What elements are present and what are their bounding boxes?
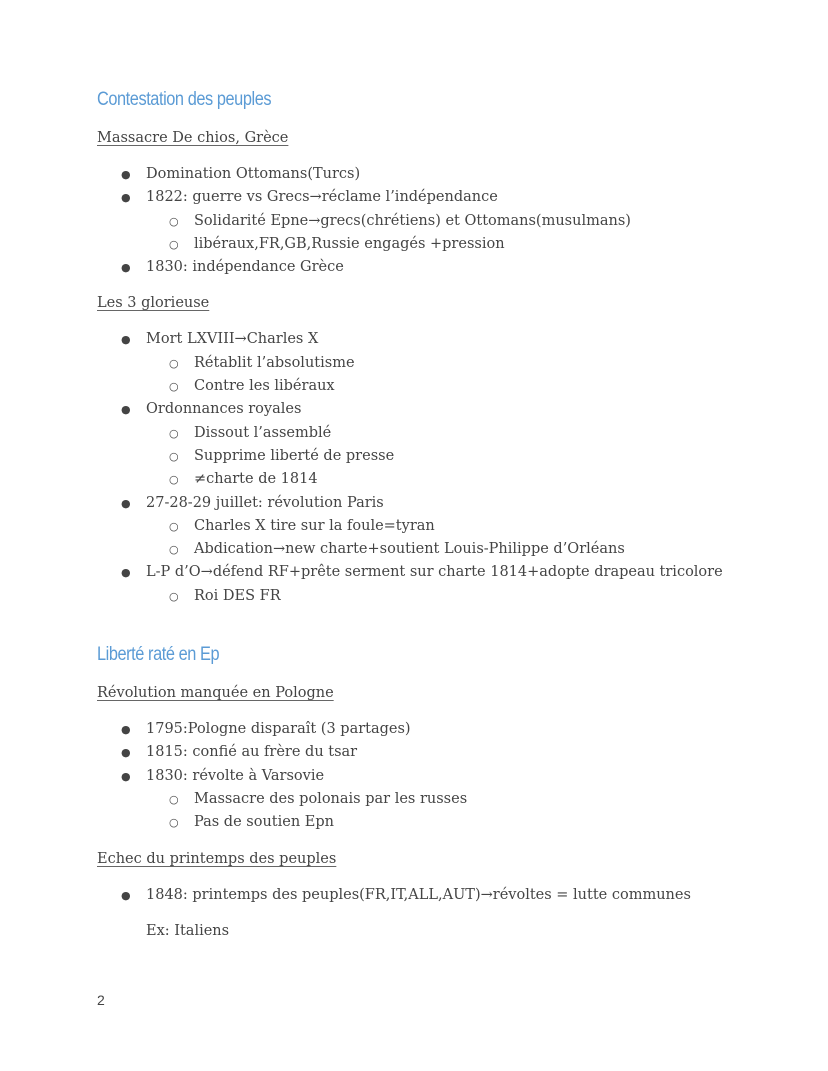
list-3-glorieuses — [97, 328, 797, 608]
list-printemps — [97, 884, 797, 907]
page-number: 2 — [97, 992, 105, 1008]
bullet-icon: ● — [121, 496, 131, 510]
circle-bullet-icon: ○ — [169, 214, 179, 228]
list-item: ● 1830: indépendance Grèce — [97, 256, 797, 279]
bullet-icon: ● — [121, 403, 131, 417]
bullet-icon: ● — [121, 566, 131, 580]
list-item: ○ Abdication→new charte+soutient Louis-Philippe d’Orléans — [97, 538, 797, 561]
list-item: ● 1795:Pologne disparaît (3 partages) — [97, 718, 797, 741]
list-item: ● L-P d’O→défend RF+prête serment sur charte 1814+adopte drapeau tricolore — [97, 561, 797, 584]
list-item: ○ Supprime liberté de presse — [97, 445, 797, 468]
circle-bullet-icon: ○ — [169, 237, 179, 251]
bullet-icon: ● — [121, 333, 131, 347]
list-item: ○ Rétablit l’absolutisme — [97, 352, 797, 375]
bullet-icon: ● — [121, 191, 131, 205]
section-heading-contestation: Contestation des peuples — [97, 89, 272, 110]
list-item: ○ Roi DES FR — [97, 585, 797, 608]
circle-bullet-icon: ○ — [169, 473, 179, 487]
subheading-chios: Massacre De chios, Grèce — [97, 130, 289, 146]
circle-bullet-icon: ○ — [169, 449, 179, 463]
list-item: ● Mort LXVIII→Charles X — [97, 328, 797, 351]
subheading-printemps: Echec du printemps des peuples — [97, 850, 337, 867]
list-chios — [97, 163, 797, 279]
list-item: ● 1830: révolte à Varsovie — [97, 765, 797, 788]
bullet-icon: ● — [121, 769, 131, 783]
list-item: ● 1848: printemps des peuples(FR,IT,ALL,AUT)→révoltes = lutte communes — [97, 884, 797, 907]
bullet-icon: ● — [121, 261, 131, 275]
subheading-pologne: Révolution manquée en Pologne — [97, 685, 334, 702]
example-note: Ex: Italiens — [146, 922, 230, 939]
list-item: ● Ordonnances royales — [97, 398, 797, 421]
circle-bullet-icon: ○ — [169, 816, 179, 830]
bullet-icon: ● — [121, 888, 131, 902]
bullet-icon: ● — [121, 723, 131, 737]
document-content — [97, 86, 797, 943]
circle-bullet-icon: ○ — [169, 792, 179, 806]
circle-bullet-icon: ○ — [169, 380, 179, 394]
list-item: ○ Solidarité Epne→grecs(chrétiens) et Ottomans(musulmans) — [97, 210, 797, 233]
list-item: ● 27-28-29 juillet: révolution Paris — [97, 492, 797, 515]
bullet-icon: ● — [121, 746, 131, 760]
circle-bullet-icon: ○ — [169, 543, 179, 557]
list-item: ○ ≠charte de 1814 — [97, 468, 797, 491]
list-item: ○ Contre les libéraux — [97, 375, 797, 398]
circle-bullet-icon: ○ — [169, 519, 179, 533]
list-item: ● 1822: guerre vs Grecs→réclame l’indépendance — [97, 186, 797, 209]
circle-bullet-icon: ○ — [169, 426, 179, 440]
circle-bullet-icon: ○ — [169, 589, 179, 603]
list-item: ● Domination Ottomans(Turcs) — [97, 163, 797, 186]
list-pologne — [97, 718, 797, 834]
list-item: ● 1815: confié au frère du tsar — [97, 741, 797, 764]
bullet-icon: ● — [121, 168, 131, 181]
list-item: ○ Charles X tire sur la foule=tyran — [97, 515, 797, 538]
list-item: ○ Dissout l’assemblé — [97, 422, 797, 445]
circle-bullet-icon: ○ — [169, 356, 179, 370]
list-item: ○ Massacre des polonais par les russes — [97, 788, 797, 811]
section-heading-liberte: Liberté raté en Ep — [97, 644, 220, 666]
list-item: ○ libéraux,FR,GB,Russie engagés +pression — [97, 233, 797, 256]
subheading-3-glorieuses: Les 3 glorieuse — [97, 295, 210, 312]
list-item: ○ Pas de soutien Epn — [97, 811, 797, 834]
